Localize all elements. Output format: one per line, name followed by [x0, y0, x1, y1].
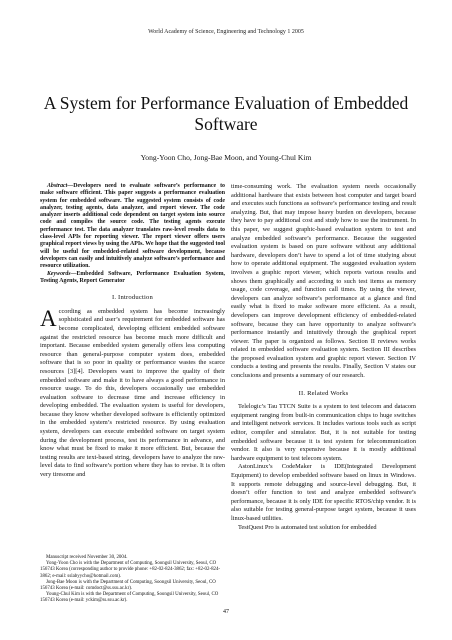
right-column [231, 183, 416, 532]
author-list: Yong-Yoon Cho, Jong-Bae Moon, and Young-Chul Kim [140, 153, 312, 162]
related-works-paragraph-1: Telelogic’s Tau TTCN Suite is a system to test telecom and datacom equipment ranging from built-in communication chips to huge switches and intelligent network services. It includes various tools such as script editor, compiler and simulator. But, it is not suitable for testing embedded software because it is test system for telecommunication vendor. It also is very expensive because it is mostly additional hardware equipment to test telecom system. [231, 403, 416, 462]
drop-cap: A [40, 305, 57, 331]
page-number: 47 [223, 609, 229, 615]
intro-paragraph [40, 305, 225, 480]
section-heading-introduction: I. Introduction [111, 294, 154, 302]
footnote-author-3: Young-Chul Kim is with the Department of Computing, Soongsil University, Seoul, CO 156743 Korea (e-mail: yckim@ss.ssu.ac.kr). [40, 592, 219, 604]
related-works-paragraph-3: TestQuest Pro is automated test solution for embedded [238, 523, 377, 531]
intro-continued: time-consuming work. The evaluation system needs occasionally additional hardware that exists between host computer and target board and executes such functions as software’s performance testing and result analyzing. But, that may impose heavy burden on developers, because they have to pay additional cost and study how to use the instrument. In this paper, we suggest graphic-based evaluation system to test and analyze embedded software’s performance. Because the suggested evaluation system is based on pure software without any additional hardware, developers don’t have to spend a lot of time studying about how to operate additional equipment. The suggested evaluation system involves a graphic report viewer, which reports various results and shows them graphically and according to such test items as memory usage, code coverage, and function call times. By using the viewer, developers can analyze software’s performance at a glance and find easily what is fixed to make software more efficient. As a result, developers can improve development efficiency of embedded-related software, because they can have opportunity to analyze software’s performance instantly and intuitively through the graphical report viewer. The paper is organized as follows. Section II reviews works related in embedded software evaluation system. Section III describes the proposed evaluation system and graphic report viewer. Section IV conducts a testing and presents the results. Finally, Section V states our conclusions and presents a summary of our research. [231, 183, 416, 380]
abstract-lead: Abstract [47, 183, 68, 189]
keywords [40, 271, 225, 286]
keywords-lead: Keywords [47, 270, 71, 277]
footnotes [40, 555, 225, 605]
keywords-text: —Embedded Software, Performance Evaluation System, Testing Agents, Report Generator [40, 270, 225, 284]
left-column [40, 183, 225, 480]
running-header: World Academy of Science, Engineering and Technology 1 2005 [148, 29, 304, 35]
paper-title: A System for Performance Evaluation of Embedded Software [43, 93, 409, 134]
abstract-text: —Developers need to evaluate software’s performance to make software efficient. This paper suggests a performance evaluation system for embedded software. The suggested system consists of code analyzer, testing agents, data analyzer, and report viewer. The code analyzer inserts additional code dependent on target system into source code and compiles the source code. The testing agents execute performance test. The data analyzer translates raw-level results data to class-level APIs for reporting viewer. The report viewer offers users graphical report views by using the APIs. We hope that the suggested tool will be useful for embedded-related software development, because developers can easily and intuitively analyze software’s performance and resource utilization. [40, 183, 225, 270]
abstract [40, 183, 225, 271]
footnote-author-1: Yong-Yoon Cho is with the Department of Computing, Soongsil University, Seoul, CO 156743 Korea (corresponding author to provide phone: +82-02-824-3862; fax: +82-02-824-3862; e-mail: sslabyycho@hotmail.com). [40, 561, 221, 579]
intro-text: ccording as embedded system has become increasingly sophisticated and user’s requirement for embedded software has become complicated, developing efficient embedded software against the restricted resource has become much more difficult and important. Because embedded system generally offers less computing resource than general-purpose computer system does, embedded software that is so poor in quality or performance wastes the scarce resources [3][4]. Developers want to improve the quality of their embedded software and make it to have always a good performance in resource usage. To do this, developers occasionally use embedded evaluation software to decrease time and increase efficiency in developing embedded. The evaluation system is useful for developers, because they know whether developed software is efficiently optimized in the embedded system’s restricted resource. By using evaluation system, developers can execute embedded software on target system during the development process, test its performance in advance, and know what must be fixed to make it more efficient. But, because the testing results are text-based string, developers have to analyze the raw-level data to find software’s portion where they has to revise. It is often very tiresome and [40, 307, 225, 479]
related-works-paragraph-2: AstonLinux’s CodeMaker is IDE(Integrated Development Equipment) to develop embedded software based on linux in Windows. It supports remote debugging and source-level debugging. But, it doesn’t offer function to test and analyze embedded software’s performance, because it is only IDE for specific RTOS/chip vendor. It is also suitable for testing general-purpose target system, because it uses linux-based utilities. [231, 463, 416, 522]
footnote-author-2: Jong-Bae Moon is with the Department of Computing, Soongsil University, Seoul, CO 156743 Korea (e-mail: comdoct@ss.ssu.ac.kr). [40, 579, 216, 592]
footnote-received: Manuscript received November 30, 2004. [46, 555, 128, 560]
section-heading-related-works: II. Related Works [298, 389, 349, 397]
